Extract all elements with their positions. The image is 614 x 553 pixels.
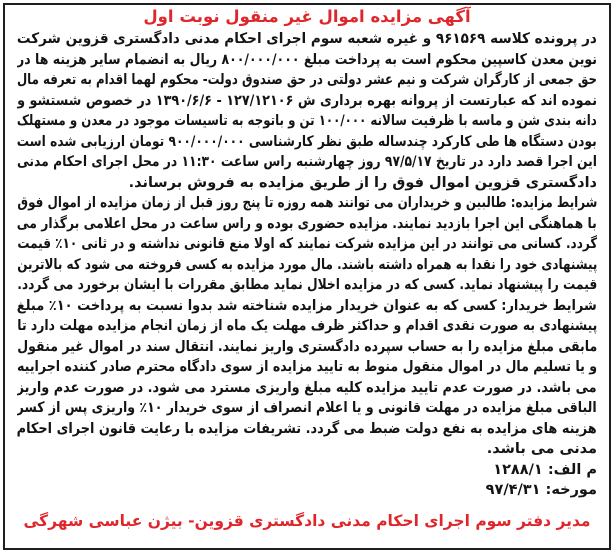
reference-number bbox=[17, 460, 597, 481]
auction-terms-paragraph bbox=[17, 193, 597, 296]
buyer-terms-line-text: پیشنهادی به صورت نقدی اقدام و حداکثر ظرف مهلت یک ماه از زمان انجام مزایده مهلت دارد تا bbox=[17, 318, 597, 334]
buyer-terms-line bbox=[17, 296, 597, 317]
intro-line bbox=[17, 70, 597, 91]
notice-title bbox=[20, 6, 594, 28]
auction-terms-line bbox=[17, 255, 597, 276]
reference-number-value: ۱۲۸۸/۱ bbox=[493, 461, 543, 478]
intro-line bbox=[17, 173, 597, 194]
intro-line-text: این اجرا قصد دارد در تاریخ ۹۷/۵/۱۷ روز چهارشنبه راس ساعت ۱۱:۳۰ در محل اجرای احکام مدنی bbox=[17, 154, 597, 170]
intro-line-text: بودن دستگاه ها طی کارکرد چندساله طبق نظر کارشناسی ۹۰۰/۰۰۰/۰۰۰ تومان ارزیابی شده است bbox=[17, 133, 597, 150]
intro-line-text: دادگستری قزوین اموال فوق را از طریق مزایده به فروش برساند. bbox=[128, 174, 597, 191]
intro-line-text: نوین معدن کاسپین محکوم است به پرداخت مبلغ ۸۰۰/۰۰۰/۰۰۰ ریال به انضمام سایر هزینه ها در bbox=[17, 51, 597, 68]
auction-terms-line-text: پیشنهادی خود را نقدا به همراه داشته باشند. مال مورد مزایده به کسی فروخته می شود که بالاترین bbox=[17, 256, 597, 273]
auction-terms-line bbox=[17, 214, 597, 235]
intro-paragraph bbox=[17, 29, 597, 193]
buyer-terms-line bbox=[17, 378, 597, 399]
buyer-terms-line-text: می باشد. در صورت عدم تایید مزایده کلیه مبلغ واریزی مسترد می شود. در صورت عدم واریز bbox=[17, 379, 597, 396]
buyer-terms-line-text: و یا تسلیم مال در اموال منقول منوط به تایید مزایده از سوی دادگاه محترم صادر کننده اجراییه bbox=[17, 359, 597, 375]
buyer-terms-line bbox=[17, 398, 597, 419]
reference-date-value: ۹۷/۴/۳۱ bbox=[485, 482, 541, 498]
auction-terms-line-text: گردد. کسانی می توانند در این مزایده شرکت نمایند که اولا منع قانونی نداشته و در ثانی ۱۰٪ قیمت bbox=[17, 236, 597, 252]
buyer-terms-line-text: مابقی مبلغ مزایده را به حساب سپرده دادگستری واریز نمایند. انتقال سند در اموال غیر منقول bbox=[17, 338, 597, 355]
intro-line-text: در پرونده کلاسه ۹۶۱۵۶۹ و غیره شعبه سوم اجرای احکام مدنی دادگستری قزوین شرکت bbox=[17, 31, 597, 47]
intro-line bbox=[17, 91, 597, 112]
auction-terms-line bbox=[17, 193, 597, 214]
auction-terms-line-text: با هماهنگی این اجرا بازدید نمایند. مزایده حضوری بوده و راس ساعت در محل اعلامی برگذار می bbox=[17, 215, 597, 232]
buyer-terms-line-text: الباقی مبلغ مزایده در مهلت قانونی و یا اعلام انصراف از سوی خریدار ۱۰٪ واریزی پس از کسر bbox=[17, 400, 597, 416]
intro-line bbox=[17, 132, 597, 153]
reference-number-label: م الف: bbox=[547, 461, 597, 478]
buyer-terms-line bbox=[17, 316, 597, 337]
intro-line-text: نموده اند که عبارتست از پروانه بهره برداری ش ۱۲۷/۱۲۱۰۶ - ۱۳۹۰/۶/۶ در خصوص شستشو و bbox=[17, 92, 597, 109]
intro-line bbox=[17, 29, 597, 50]
buyer-terms-line-text: هزینه های مزایده به نفع دولت ضبط می گردد. تشریفات مزایده با رعایت قانون اجرای احکام bbox=[17, 420, 597, 437]
buyer-terms-paragraph bbox=[17, 296, 597, 460]
auction-terms-line-text: شرایط مزایده: طالبین و خریداران می توانند همه روزه تا پنج روز قبل از زمان مزایده از اموال فوق bbox=[17, 195, 597, 211]
buyer-terms-line-text: مدنی می باشد. bbox=[486, 441, 597, 457]
intro-line-text: حق جمعی از کارگران شرکت و نیم عشر دولتی در حق صندوق دولت- محکوم لهما اقدام به تعرفه مال bbox=[17, 72, 597, 88]
buyer-terms-line bbox=[17, 357, 597, 378]
signature bbox=[22, 509, 592, 533]
notice-title-text: آگهی مزایده اموال غیر منقول نوبت اول bbox=[143, 7, 471, 26]
auction-terms-line bbox=[17, 275, 597, 296]
reference-date-text bbox=[486, 482, 597, 498]
buyer-terms-line bbox=[17, 419, 597, 440]
intro-line-text: دانه بندی شن و ماسه با ظرفیت سالانه ۱۰۰/۰۰۰ تن و باتوجه به تاسیسات موجود در معدن و مستهلک bbox=[17, 113, 597, 129]
buyer-terms-line bbox=[17, 439, 597, 460]
buyer-terms-line-text: شرایط خریدار: کسی که به عنوان خریدار مزایده شناخته شد بدوا نسبت به پرداخت ۱۰٪ مبلغ bbox=[17, 297, 597, 314]
auction-terms-line-text: قیمت را پیشنهاد نماید. کسی که در مزایده اخلال نماید مطابق مقررات با ایشان برخورد می گردد. bbox=[17, 277, 597, 293]
auction-terms-line bbox=[17, 234, 597, 255]
reference-number-text bbox=[493, 462, 597, 478]
reference-date-label: مورخه: bbox=[545, 482, 597, 498]
notice-body bbox=[17, 29, 597, 501]
intro-line bbox=[17, 111, 597, 132]
reference-date bbox=[17, 480, 597, 501]
intro-line bbox=[17, 50, 597, 71]
intro-line bbox=[17, 152, 597, 173]
buyer-terms-line bbox=[17, 337, 597, 358]
signature-text: مدیر دفتر سوم اجرای احکام مدنی دادگستری قزوین- بیژن عباسی شهرگی bbox=[23, 512, 591, 530]
